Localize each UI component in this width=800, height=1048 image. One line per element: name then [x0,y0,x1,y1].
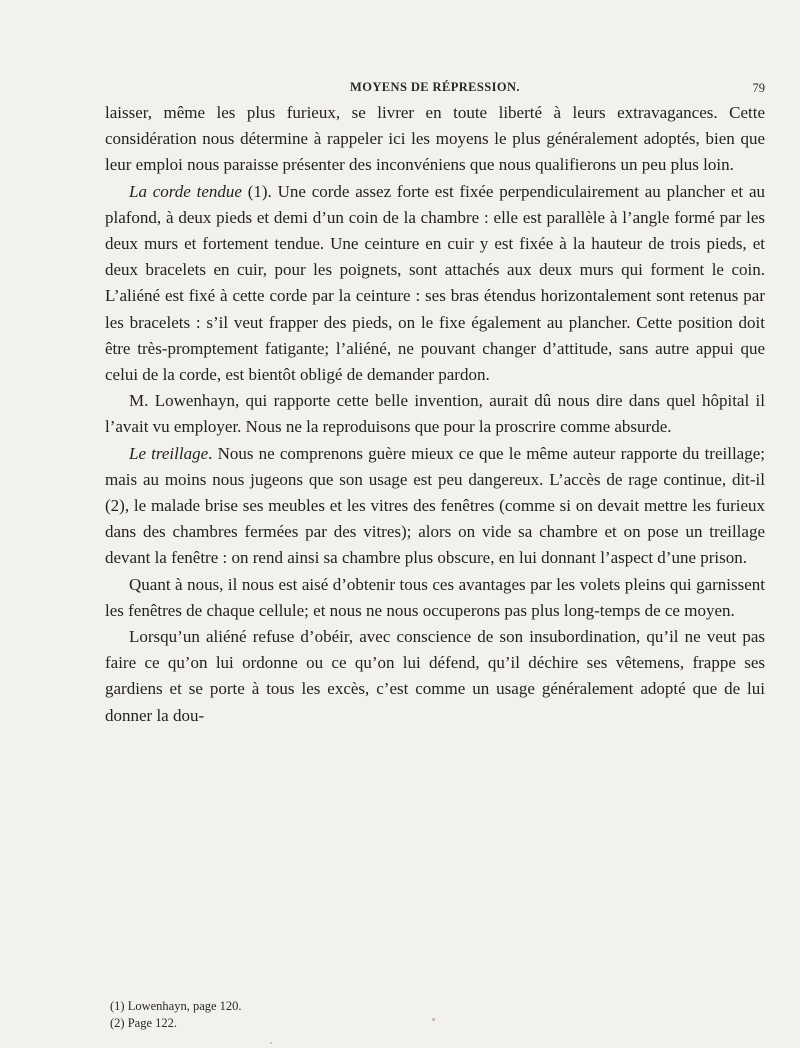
section-label-corde-tendue: La corde tendue [129,181,242,201]
paragraph-corde-tendue [105,179,765,389]
paragraph-lowenhayn: M. Lowenhayn, qui rapporte cette belle invention, aurait dû nous dire dans quel hôpital il l’avait vu employer. Nous ne la reproduisons que pour la proscrire comme absurde. [105,391,765,437]
running-head [105,80,765,96]
paragraph-corde-tendue-text: (1). Une corde assez forte est fixée perpendiculairement au plancher et au plafond, à deux pieds et demi d’un coin de la chambre : elle est parallèle à l’angle formé par les deux murs et fortement tendue. Une ceinture en cuir y est fixée à la hauteur de trois pieds, et deux bracelets en cuir, pour les poignets, sont attachés aux deux murs qui forment le coin. L’aliéné est fixé à cette corde par la ceinture : ses bras étendus horizontalement sont retenus par les bracelets : s’il veut frapper des pieds, on le fixe également au plancher. Cette position doit être très-promptement fatigante; l’aliéné, ne pouvant changer d’attitude, sans autre appui que celui de la corde, est bientôt obligé de demander pardon. [105,181,765,385]
footnote-2: (2) Page 122. [110,1015,177,1030]
paragraph-insubordination: Lorsqu’un aliéné refuse d’obéir, avec conscience de son insubordination, qu’il ne veut pas faire ce qu’on lui ordonne ou ce qu’on lui défend, qu’il déchire ses vêtemens, frappe ses gardiens et se porte à tous les excès, c’est comme un usage généralement adopté que de lui donner la dou- [105,627,765,725]
paragraph-volets: Quant à nous, il nous est aisé d’obtenir tous ces avantages par les volets pleins qui garnissent les fenêtres de chaque cellule; et nous ne nous occuperons pas plus long-temps de ce moyen. [105,574,765,620]
paragraph-1: laisser, même les plus furieux, se livrer en toute liberté à leurs extravagances. Cette considération nous détermine à rappeler ici les moyens le plus généralement adoptés, bien que leur emploi nous paraisse présenter des inconvéniens que nous qualifierons un peu plus loin. [105,103,765,175]
ink-speck [432,1018,435,1021]
body-text [105,100,765,729]
ink-speck [270,1042,272,1044]
page-number: 79 [752,81,765,95]
paragraph-treillage [105,441,765,572]
footnote-1: (1) Lowenhayn, page 120. [110,999,242,1013]
paragraph-treillage-text: . Nous ne comprenons guère mieux ce que le même auteur rapporte du treillage; mais au moins nous jugeons que son usage est peu dangereux. L’accès de rage continue, dit-il (2), le malade brise ses meubles et les vitres des fenêtres (comme si on devait mettre les furieux dans des chambres fermées par des vitres); alors on vide sa chambre et on pose un treillage devant la fenêtre : on rend ainsi sa chambre plus obscure, en lui donnant l’aspect d’une prison. [105,443,765,568]
section-label-treillage: Le treillage [129,443,209,463]
footnotes [110,998,610,1031]
running-title: MOYENS DE RÉPRESSION. [350,80,520,94]
